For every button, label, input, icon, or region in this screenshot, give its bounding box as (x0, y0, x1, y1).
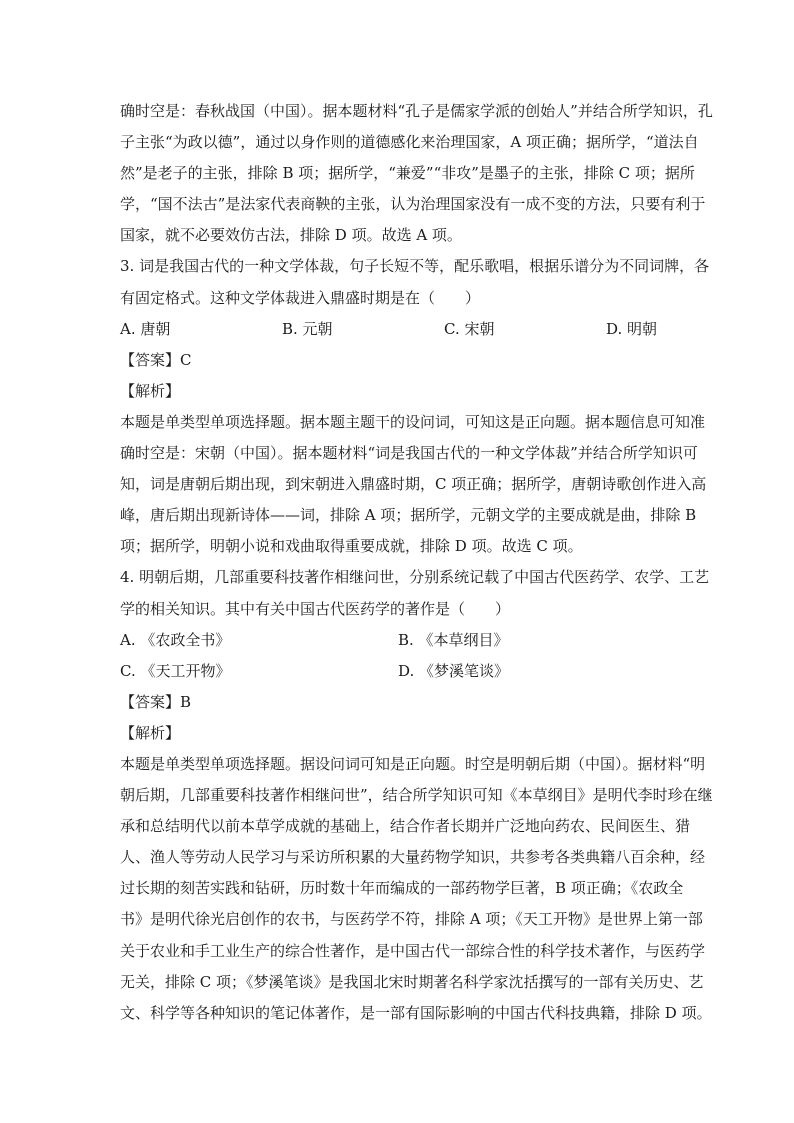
q2-analysis-line: 国家，就不必要效仿古法，排除 D 项。故选 A 项。 (120, 226, 462, 245)
q2-analysis-line: 然”是老子的主张，排除 B 项；据所学，“兼爱”“非攻”是墨子的主张，排除 C 项；据所 (120, 164, 695, 183)
q3-analysis-line: 知，词是唐朝后期出现，到宋朝进入鼎盛时期，C 项正确；据所学，唐朝诗歌创作进入高 (120, 475, 707, 494)
document-page (120, 96, 713, 1029)
q3-analysis-line: 峰，唐后期出现新诗体——词，排除 A 项；据所学，元朝文学的主要成就是曲，排除 B (120, 506, 697, 525)
q4-analysis-line: 朝后期，几部重要科技著作相继问世”，结合所学知识可知《本草纲目》是明代李时珍在继 (120, 786, 713, 805)
q3-answer: 【答案】C (120, 350, 192, 369)
q3-stem-line: 有固定格式。这种文学体裁进入鼎盛时期是在（ ） (120, 288, 481, 307)
q3-option-c: C. 宋朝 (444, 319, 495, 338)
q2-analysis-line: 学，“国不法古”是法家代表商鞅的主张，认为治理国家没有一成不变的方法，只要有利于 (120, 195, 706, 214)
q3-option-a: A. 唐朝 (120, 319, 171, 338)
q4-option-d: D. 《梦溪笔谈》 (398, 661, 510, 680)
q4-analysis-line: 人、渔人等劳动人民学习与采访所积累的大量药物学知识，共参考各类典籍八百余种，经 (120, 848, 706, 867)
q4-analysis-line: 书》是明代徐光启创作的农书，与医药学不符，排除 A 项；《天工开物》是世界上第一部 (120, 910, 703, 929)
q3-stem-line: 3. 词是我国古代的一种文学体裁，句子长短不等，配乐歌唱，根据乐谱分为不同词牌，各 (120, 257, 710, 276)
q3-analysis-line: 本题是单类型单项选择题。据本题主题干的设问词，可知这是正向题。据本题信息可知准 (120, 412, 706, 431)
q4-option-b: B. 《本草纲目》 (398, 630, 509, 649)
q4-analysis-line: 文、科学等各种知识的笔记体著作，是一部有国际影响的中国古代科技典籍，排除 D 项。 (120, 1003, 712, 1022)
q3-options (120, 314, 676, 345)
q4-analysis-line: 过长期的刻苦实践和钻研，历时数十年而编成的一部药物学巨著，B 项正确；《农政全 (120, 879, 684, 898)
q4-option-c: C. 《天工开物》 (120, 661, 231, 680)
q3-option-d: D. 明朝 (606, 319, 658, 338)
q2-analysis-line: 子主张“为政以德”，通过以身作则的道德感化来治理国家，A 项正确；据所学，“道法自 (120, 133, 699, 152)
q4-analysis-line: 无关，排除 C 项；《梦溪笔谈》是我国北宋时期著名科学家沈括撰写的一部有关历史、艺 (120, 972, 704, 991)
q4-analysis-label: 【解析】 (120, 723, 181, 742)
q4-analysis-line: 本题是单类型单项选择题。据设问词可知是正向题。时空是明朝后期（中国）。据材料“明 (120, 754, 706, 773)
q4-options-row-1 (120, 625, 676, 656)
q4-option-a: A. 《农政全书》 (120, 630, 231, 649)
q4-answer: 【答案】B (120, 692, 192, 711)
q3-option-b: B. 元朝 (282, 319, 333, 338)
q2-analysis-line: 确时空是：春秋战国（中国）。据本题材料“孔子是儒家学派的创始人”并结合所学知识，孔 (120, 102, 713, 120)
q4-stem-line: 4. 明朝后期，几部重要科技著作相继问世，分别系统记载了中国古代医药学、农学、工艺 (120, 568, 710, 587)
q3-analysis-line: 确时空是：宋朝（中国）。据本题材料“词是我国古代的一种文学体裁”并结合所学知识可 (120, 444, 698, 463)
q4-analysis-line: 关于农业和手工业生产的综合性著作，是中国古代一部综合性的科学技术著作，与医药学 (120, 941, 706, 960)
q4-options-row-2 (120, 656, 676, 687)
q4-stem-line: 学的相关知识。其中有关中国古代医药学的著作是（ ） (120, 599, 511, 618)
q3-analysis-line: 项；据所学，明朝小说和戏曲取得重要成就，排除 D 项。故选 C 项。 (120, 537, 583, 556)
q4-analysis-line: 承和总结明代以前本草学成就的基础上，结合作者长期并广泛地向药农、民间医生、猎 (120, 817, 691, 836)
q3-analysis-label: 【解析】 (120, 381, 181, 400)
